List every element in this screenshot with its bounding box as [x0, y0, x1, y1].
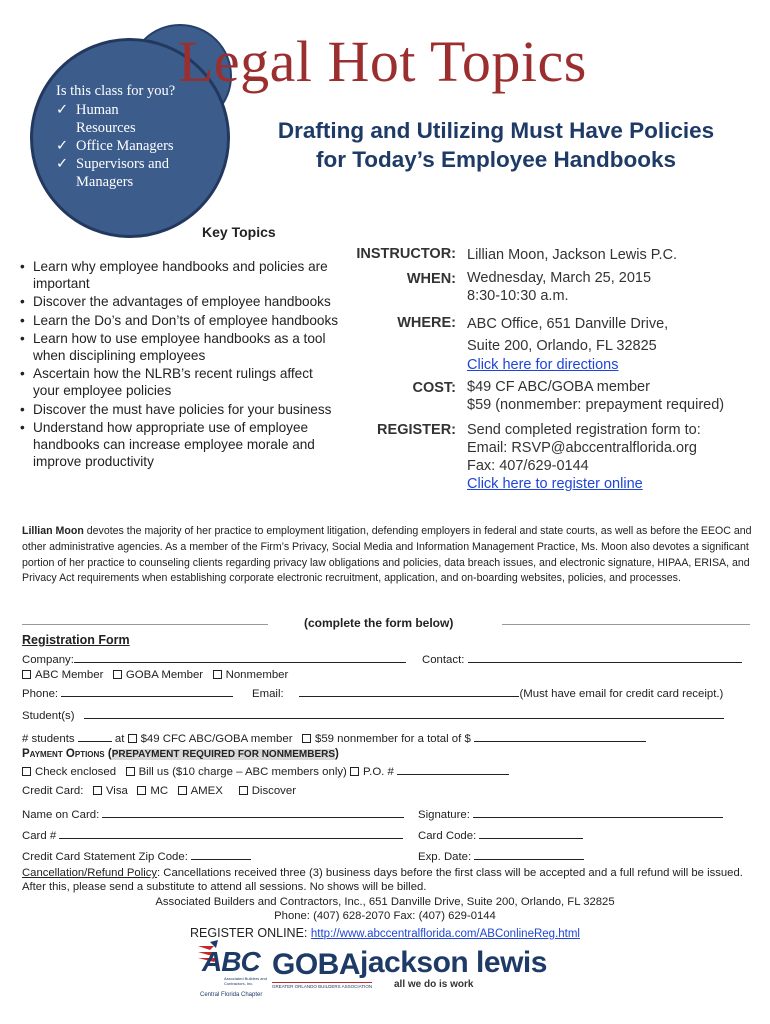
checkmark-icon: ✓ — [56, 138, 69, 154]
instructor-value: Lillian Moon, Jackson Lewis P.C. — [467, 247, 678, 263]
amex-checkbox[interactable] — [178, 786, 187, 795]
audience-question: Is this class for you? — [56, 83, 176, 99]
credit-card-row: Credit Card: Visa MC AMEX Discover — [22, 785, 296, 797]
company-field[interactable] — [74, 652, 406, 663]
checkmark-icon: ✓ — [56, 156, 69, 172]
payment-options-heading: Payment Options (PREPAYMENT REQUIRED FOR NONMEMBERS) — [22, 748, 339, 760]
jackson-lewis-logo: jackson lewis all we do is work — [360, 946, 547, 990]
zip-field[interactable] — [191, 849, 251, 860]
audience-item: ✓ Office Managers — [56, 138, 174, 154]
zip-row: Credit Card Statement Zip Code: — [22, 849, 251, 863]
exp-date-field[interactable] — [474, 849, 584, 860]
key-topics-heading: Key Topics — [202, 224, 276, 240]
registration-form-title: Registration Form — [22, 633, 130, 647]
list-item: • Learn how to use employee handbooks as a tool when disciplining employees — [20, 330, 326, 364]
divider-left — [22, 624, 268, 625]
register-online-link[interactable]: Click here to register online — [467, 476, 643, 492]
card-code-row: Card Code: — [418, 828, 583, 842]
abc-wordmark: ABC — [202, 946, 260, 977]
signature-field[interactable] — [473, 807, 723, 818]
list-item: • Discover the advantages of employee handbooks — [20, 294, 331, 310]
membership-row: ABC Member GOBA Member Nonmember — [22, 669, 288, 681]
students-row: Student(s) — [22, 708, 724, 722]
where-label: WHERE: — [397, 315, 456, 331]
total-field[interactable] — [474, 731, 646, 742]
phone-field[interactable] — [61, 686, 233, 697]
bio-name: Lillian Moon — [22, 525, 84, 537]
cost-label: COST: — [412, 380, 456, 396]
complete-form-note: (complete the form below) — [304, 616, 454, 630]
signature-row: Signature: — [418, 807, 723, 821]
name-on-card-field[interactable] — [102, 807, 404, 818]
card-number-field[interactable] — [59, 828, 403, 839]
nonmember-price-checkbox[interactable] — [302, 734, 311, 743]
email-field[interactable] — [299, 686, 519, 697]
contact-field[interactable] — [468, 652, 742, 663]
payment-row: Check enclosed Bill us ($10 charge – ABC members only) P.O. # — [22, 764, 509, 778]
list-item: • Understand how appropriate use of employee handbooks can increase employee morale and improve productivity — [20, 419, 315, 470]
bill-us-checkbox[interactable] — [126, 767, 135, 776]
cost-value: $49 CF ABC/GOBA member $59 (nonmember: prepayment required) — [467, 379, 725, 413]
num-students-field[interactable] — [78, 731, 112, 742]
check-enclosed-checkbox[interactable] — [22, 767, 31, 776]
company-row: Company: — [22, 652, 406, 666]
list-item: • Learn why employee handbooks and policies are important — [20, 259, 328, 292]
member-price-checkbox[interactable] — [128, 734, 137, 743]
list-item: • Discover the must have policies for your business — [20, 401, 332, 417]
where-value: ABC Office, 651 Danville Drive, Suite 200, Orlando, FL 32825 Click here for directions — [467, 316, 669, 373]
po-checkbox[interactable] — [350, 767, 359, 776]
footer-register-online: REGISTER ONLINE: http://www.abccentralflorida.com/ABConlineReg.html — [190, 926, 580, 940]
divider-right — [502, 624, 750, 625]
name-on-card-row: Name on Card: — [22, 807, 404, 821]
list-item: • Learn the Do’s and Don’ts of employee handbooks — [20, 312, 339, 328]
visa-checkbox[interactable] — [93, 786, 102, 795]
goba-member-checkbox[interactable] — [113, 670, 122, 679]
when-value: Wednesday, March 25, 2015 8:30-10:30 a.m. — [467, 270, 652, 304]
card-number-row: Card # — [22, 828, 403, 842]
checkmark-icon: ✓ — [56, 102, 69, 118]
phone-row: Phone: — [22, 686, 233, 700]
nonmember-checkbox[interactable] — [213, 670, 222, 679]
abc-member-checkbox[interactable] — [22, 670, 31, 679]
cancellation-policy: Cancellation/Refund Policy: Cancellations received three (3) business days before the first class will be accepted and a full refund will be issued. After this, please send a substitute to attend all sessions. No shows will be billed. — [22, 867, 743, 893]
exp-date-row: Exp. Date: — [418, 849, 584, 863]
footer-address: Associated Builders and Contractors, Inc., 651 Danville Drive, Suite 200, Orlando, FL 32825 — [155, 896, 615, 908]
directions-link[interactable]: Click here for directions — [467, 357, 619, 373]
register-url-link[interactable]: http://www.abccentralflorida.com/ABConlineReg.html — [310, 928, 580, 940]
audience-item: ✓ Supervisors and Managers — [56, 156, 170, 190]
instructor-label: INSTRUCTOR: — [356, 246, 456, 262]
page-title: Legal Hot Topics — [178, 29, 587, 94]
when-label: WHEN: — [406, 271, 456, 287]
page-subtitle: Drafting and Utilizing Must Have Policies for Today’s Employee Handbooks — [277, 118, 715, 172]
register-label: REGISTER: — [377, 422, 456, 438]
audience-list — [56, 82, 206, 191]
po-field[interactable] — [397, 764, 509, 775]
audience-item: ✓ Human Resources — [56, 102, 136, 136]
list-item: • Ascertain how the NLRB’s recent rulings affect your employee policies — [20, 366, 313, 399]
goba-logo: GOBA GREATER ORLANDO BUILDERS ASSOCIATION — [272, 948, 373, 989]
card-code-field[interactable] — [479, 828, 583, 839]
pricing-row: # students at $49 CFC ABC/GOBA member $59 nonmember for a total of $ — [22, 731, 646, 745]
key-topics-list — [20, 258, 342, 471]
students-field[interactable] — [84, 708, 724, 719]
abc-logo: ABC Associated Builders and Contractors, Inc. Central Florida Chapter — [196, 940, 266, 1000]
register-value: Send completed registration form to: Email: RSVP@abccentralflorida.org Fax: 407/629-0144 Click here to register online — [467, 422, 701, 492]
email-row: Email: (Must have email for credit card receipt.) — [252, 688, 724, 700]
mc-checkbox[interactable] — [137, 786, 146, 795]
contact-row: Contact: — [422, 652, 742, 666]
discover-checkbox[interactable] — [239, 786, 248, 795]
footer-phone-fax: Phone: (407) 628-2070 Fax: (407) 629-0144 — [274, 910, 496, 922]
instructor-bio: Lillian Moon devotes the majority of her practice to employment litigation, defending employers in federal and state courts, as well as before the EEOC and other administrative agencies. As a member of the Firm’s Privacy, Social Media and Information Management Practice, Ms. Moon also devotes a significant portion of her practice to counseling clients regarding privacy law obligations and policies, data breach issues, and electronic signature, HIPAA, ERISA, and Privacy Act requirements when establishing corporate electronic recruitment, application, and on-boarding websites, policies, and processes. — [22, 525, 752, 585]
